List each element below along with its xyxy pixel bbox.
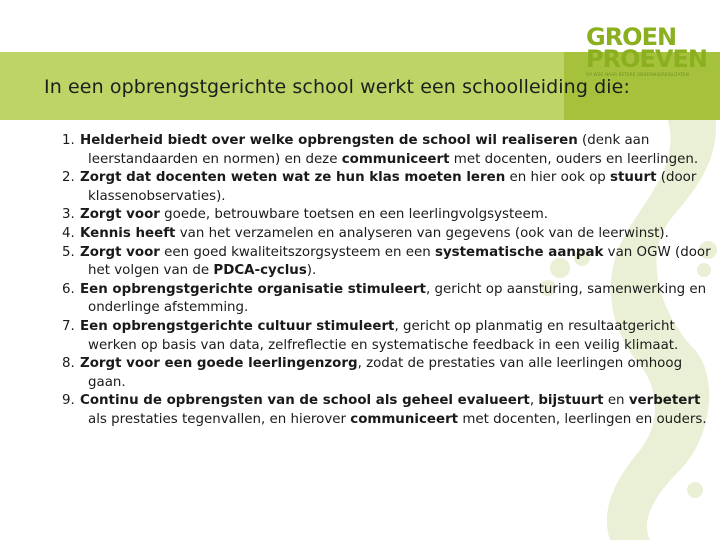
list-item-number: 9. [62,393,75,409]
logo-line-1: GROEN [586,23,677,51]
list-item-text: , [529,393,539,409]
list-item-number: 8. [62,356,75,372]
list-item-number: 6. [62,281,75,297]
list-item-number: 3. [62,207,75,223]
list-item-text: (denk aan leerstandaarden en normen) en deze [88,133,650,167]
list-item [62,169,712,206]
list-item [62,225,712,244]
list-item-text: , zodat de prestaties van alle leerlingen omhoog gaan. [88,356,683,390]
list-item-text: en [603,393,629,409]
emphasized-text: bijstuurt [538,393,604,409]
emphasized-text: Een opbrengstgerichte cultuur stimuleert [80,318,395,334]
list-item-text: een goed kwaliteitszorgsysteem en een [159,244,435,260]
list-item-text: goede, betrouwbare toetsen en een leerlingvolgsysteem. [159,207,549,223]
emphasized-text: communiceert [341,151,450,167]
list-item [62,318,712,355]
numbered-list [62,132,712,430]
list-item-text: met docenten, leerlingen en ouders. [458,411,707,427]
list-item [62,355,712,392]
emphasized-text: Kennis heeft [80,225,176,241]
list-item-text: ). [306,263,317,279]
list-item-number: 5. [62,244,75,260]
list-item-text: als prestaties tegenvallen, en hierover [88,411,351,427]
list-item-text: met docenten, ouders en leerlingen. [449,151,699,167]
list-item-text: , gericht op aansturing, samenwerking en onderlinge afstemming. [88,281,707,316]
emphasized-text: Zorgt voor [80,244,160,260]
list-item-number: 4. [62,225,75,241]
emphasized-text: Zorgt voor [80,207,160,223]
list-item-number: 7. [62,318,75,334]
list-item-text: van het verzamelen en analyseren van gegevens (ook van de leerwinst). [175,225,669,241]
list-item-text: van OGW (door het volgen van de [88,244,711,279]
emphasized-text: systematische aanpak [434,244,604,260]
list-item [62,392,712,429]
emphasized-text: stuurt [610,170,657,186]
list-item-number: 1. [62,133,75,148]
list-item-text: (door klassenobservaties). [88,170,697,204]
list-item [62,281,712,318]
emphasized-text: Helderheid biedt over welke opbrengsten de school wil realiseren [80,133,578,148]
emphasized-text: communiceert [350,411,459,427]
emphasized-text: Een opbrengstgerichte organisatie stimuleert [80,281,426,297]
groen-proeven-logo [586,23,707,84]
logo-tagline: OP WEG NAAR BETERE ONDERWIJSRESULTATEN [586,72,689,77]
list-item [62,244,712,281]
list-item [62,206,712,225]
emphasized-text: PDCA-cyclus [213,263,307,279]
emphasized-text: verbetert [628,393,701,409]
list-item-number: 2. [62,170,75,186]
emphasized-text: Zorgt dat docenten weten wat ze hun klas moeten leren [80,170,506,186]
emphasized-text: Zorgt voor een goede leerlingenzorg [80,356,358,372]
list-item-text: , gericht op planmatig en resultaatgericht werken op basis van data, zelfreflectie en systematische feedback in een veilig klimaat. [88,318,679,353]
list-item-text: en hier ook op [505,170,611,186]
slide-title: In een opbrengstgerichte school werkt een schoolleiding die: [44,76,630,98]
list-item [62,132,712,169]
logo-line-2: PROEVEN [586,45,707,73]
emphasized-text: Continu de opbrengsten van de school als geheel evalueert [80,393,530,409]
